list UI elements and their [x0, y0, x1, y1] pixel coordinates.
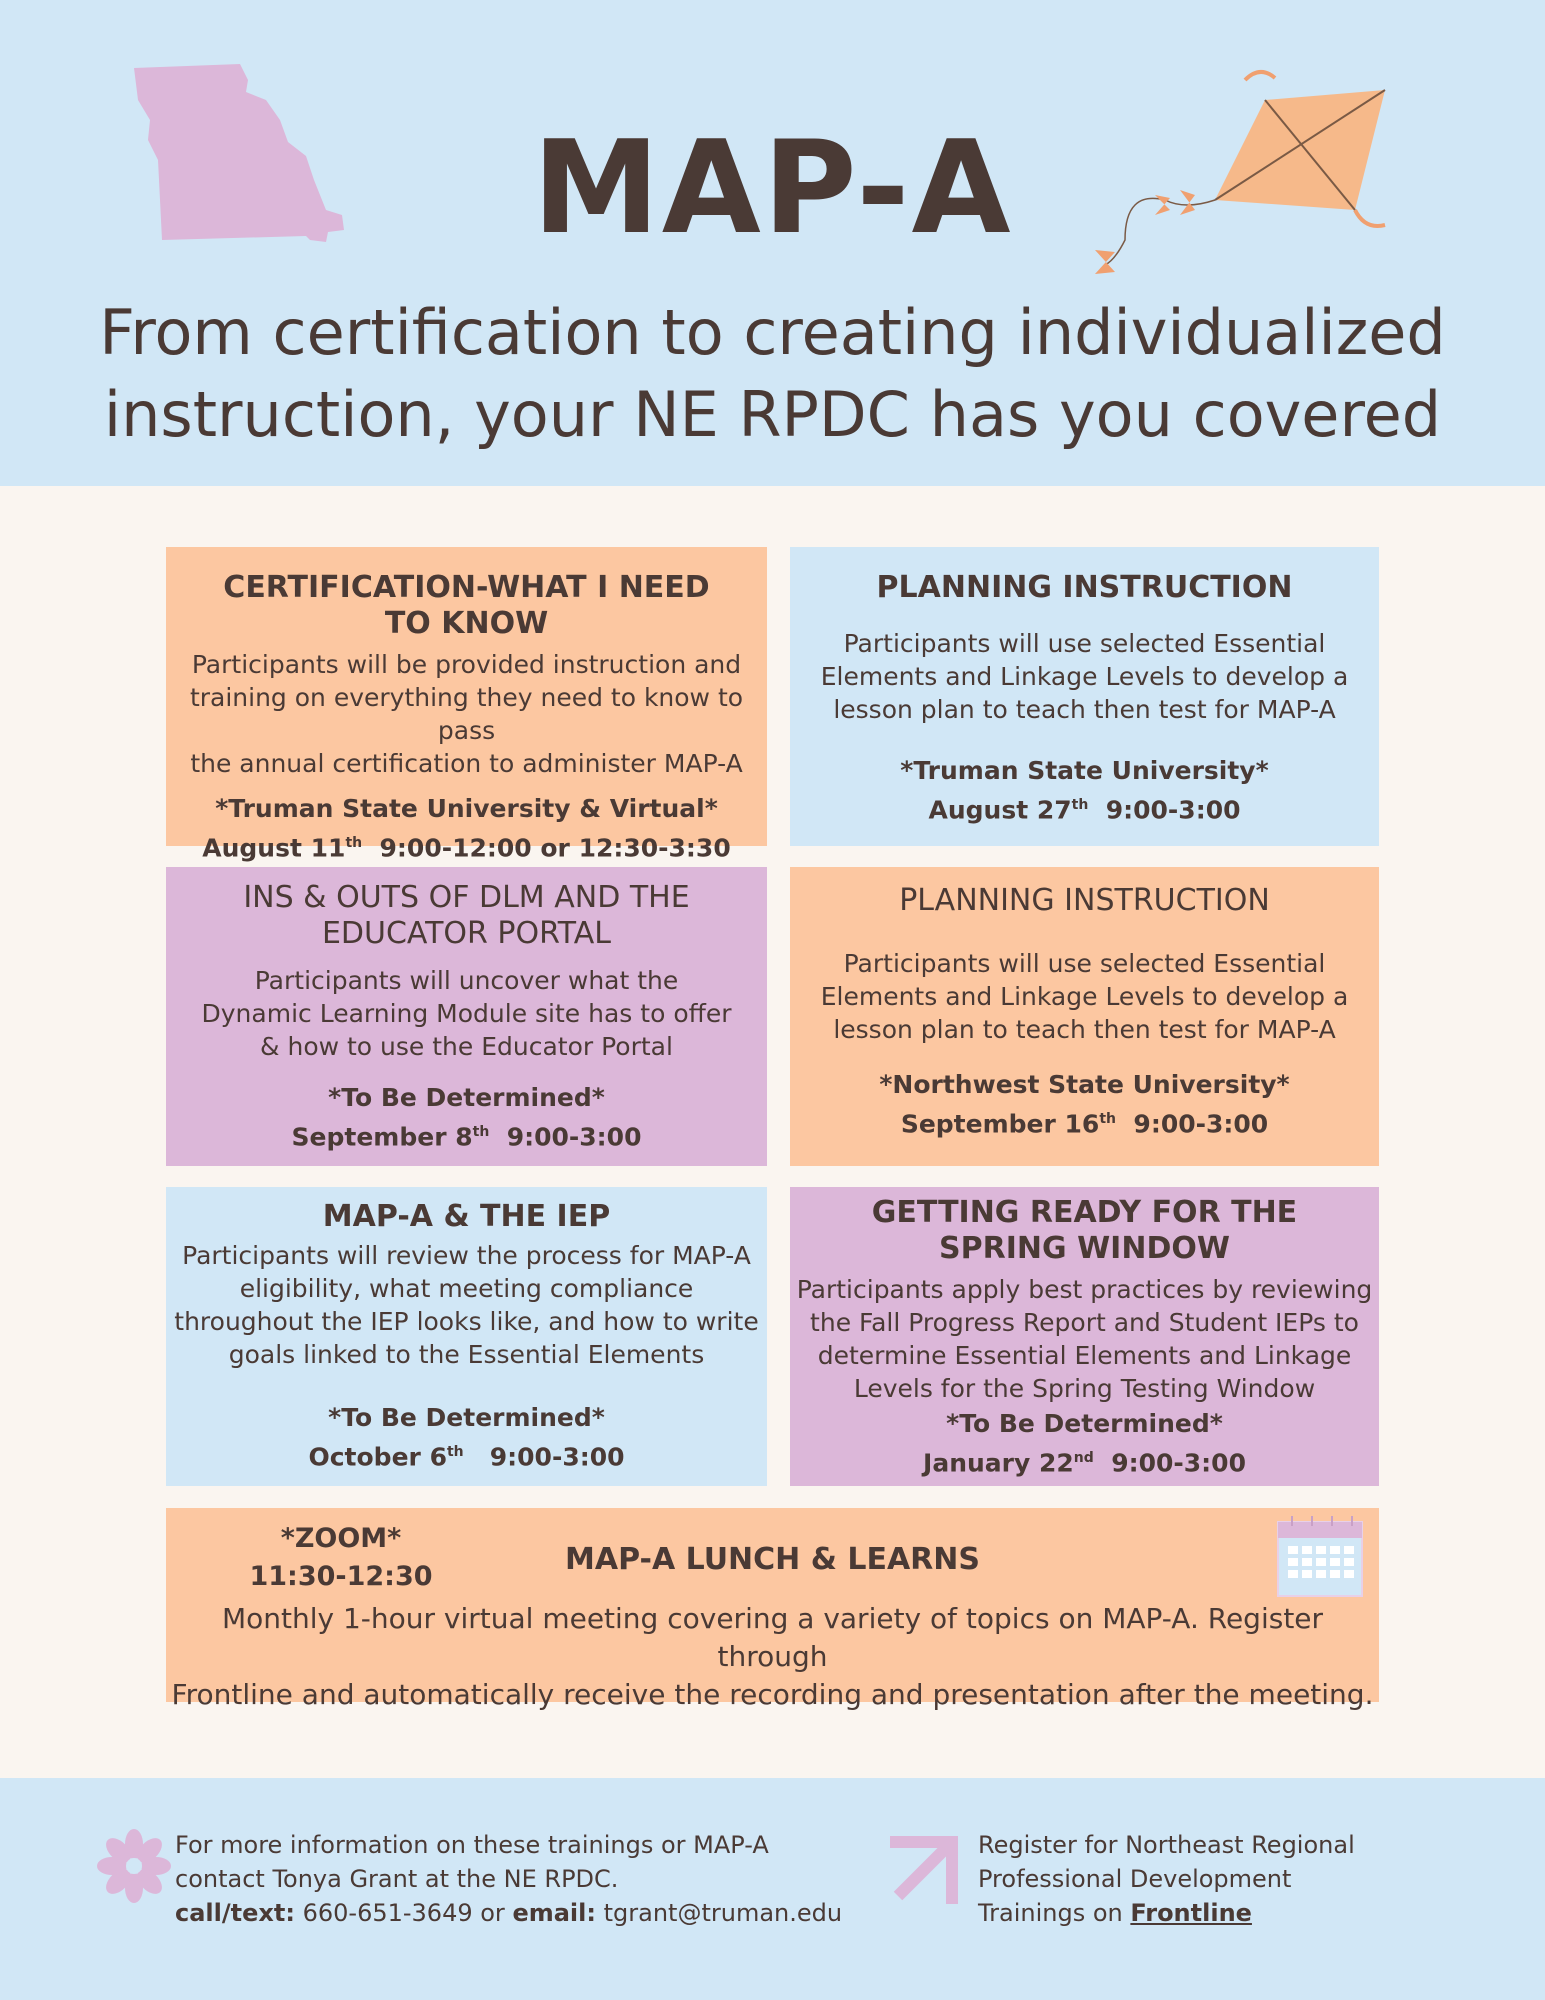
card-location: *To Be Determined*: [946, 1409, 1223, 1438]
card-date: January 22nd 9:00-3:00: [923, 1448, 1246, 1478]
card-title: PLANNING INSTRUCTION: [899, 883, 1270, 918]
card-lunch-and-learns: [166, 1508, 1379, 1711]
frontline-link[interactable]: Frontline: [1130, 1899, 1252, 1927]
contact-line-1: For more information on these trainings or MAP-A: [175, 1831, 769, 1859]
card-certification: [166, 547, 767, 863]
tagline-line-1: From certification to creating individualized: [99, 296, 1446, 369]
card-description: Participants will review the process for MAP-A eligibility, what meeting compliance throughout the IEP looks like, and how to write goals linked to the Essential Elements: [174, 1241, 759, 1369]
footer-register: [978, 1828, 1355, 1930]
card-spring-window: [790, 1187, 1379, 1486]
register-line-1: Register for Northeast Regional: [978, 1831, 1355, 1859]
card-title: GETTING READY FOR THE SPRING WINDOW: [871, 1195, 1298, 1266]
footer-contact: [175, 1828, 842, 1930]
register-line-3: [978, 1896, 1355, 1930]
card-location: *Northwest State University*: [879, 1070, 1290, 1099]
card-description: Participants apply best practices by reviewing the Fall Progress Report and Student IEPs to determine Essential Elements and Linkage Levels for the Spring Testing Window: [796, 1275, 1373, 1403]
card-date: September 8th 9:00-3:00: [291, 1122, 642, 1152]
card-title: PLANNING INSTRUCTION: [876, 570, 1293, 605]
card-description: Participants will use selected Essential Elements and Linkage Levels to develop a lesson plan to teach then test for MAP-A: [820, 949, 1349, 1044]
card-location: *Truman State University & Virtual*: [215, 794, 718, 823]
tagline-line-2: instruction, your NE RPDC has you covered: [103, 378, 1442, 451]
call-label: call/text:: [175, 1899, 295, 1927]
card-title: CERTIFICATION-WHAT I NEED TO KNOW: [223, 570, 710, 641]
zoom-label: *ZOOM* 11:30-12:30: [249, 1523, 433, 1592]
card-planning-instruction-1: [790, 547, 1379, 846]
calendar-icon: [1276, 1516, 1364, 1598]
card-dlm-educator-portal: [166, 867, 767, 1166]
lunch-description: Monthly 1-hour virtual meeting covering a variety of topics on MAP-A. Register through Frontline and automatically receive the recording and presentation after the meeting.: [171, 1602, 1374, 1711]
phone-number[interactable]: 660-651-3649: [302, 1899, 473, 1927]
email-label: email:: [512, 1899, 596, 1927]
card-date: August 11th 9:00-12:00 or 12:30-3:30: [202, 833, 731, 863]
card-date: October 6th 9:00-3:00: [308, 1442, 625, 1472]
card-planning-instruction-2: [790, 867, 1379, 1166]
card-title: INS & OUTS OF DLM AND THE EDUCATOR PORTAL: [243, 880, 690, 951]
or-text: or: [480, 1899, 505, 1927]
card-title: MAP-A & THE IEP: [322, 1199, 611, 1234]
lunch-title: MAP-A LUNCH & LEARNS: [565, 1542, 980, 1577]
arrow-up-right-icon: [890, 1834, 960, 1904]
register-line-2: Professional Development: [978, 1865, 1292, 1893]
card-location: *To Be Determined*: [328, 1403, 605, 1432]
card-description: Participants will uncover what the Dynamic Learning Module site has to offer & how to use the Educator Portal: [201, 966, 732, 1061]
card-date: September 16th 9:00-3:00: [900, 1109, 1269, 1139]
card-location: *Truman State University*: [900, 756, 1269, 785]
card-map-a-iep: [166, 1187, 767, 1486]
contact-line-3: [175, 1896, 842, 1930]
card-location: *To Be Determined*: [328, 1083, 605, 1112]
flower-icon: [96, 1828, 172, 1904]
card-date: August 27th 9:00-3:00: [928, 795, 1241, 825]
email-address[interactable]: tgrant@truman.edu: [603, 1899, 843, 1927]
card-description: Participants will be provided instruction and training on everything they need to know to pass the annual certification to administer MAP-A: [189, 650, 744, 778]
contact-line-2: contact Tonya Grant at the NE RPDC.: [175, 1865, 619, 1893]
card-description: Participants will use selected Essential Elements and Linkage Levels to develop a lesson plan to teach then test for MAP-A: [820, 629, 1349, 724]
register-prefix: Trainings on: [978, 1899, 1123, 1927]
page-title: MAP-A: [532, 114, 1013, 263]
tagline: [40, 292, 1505, 456]
